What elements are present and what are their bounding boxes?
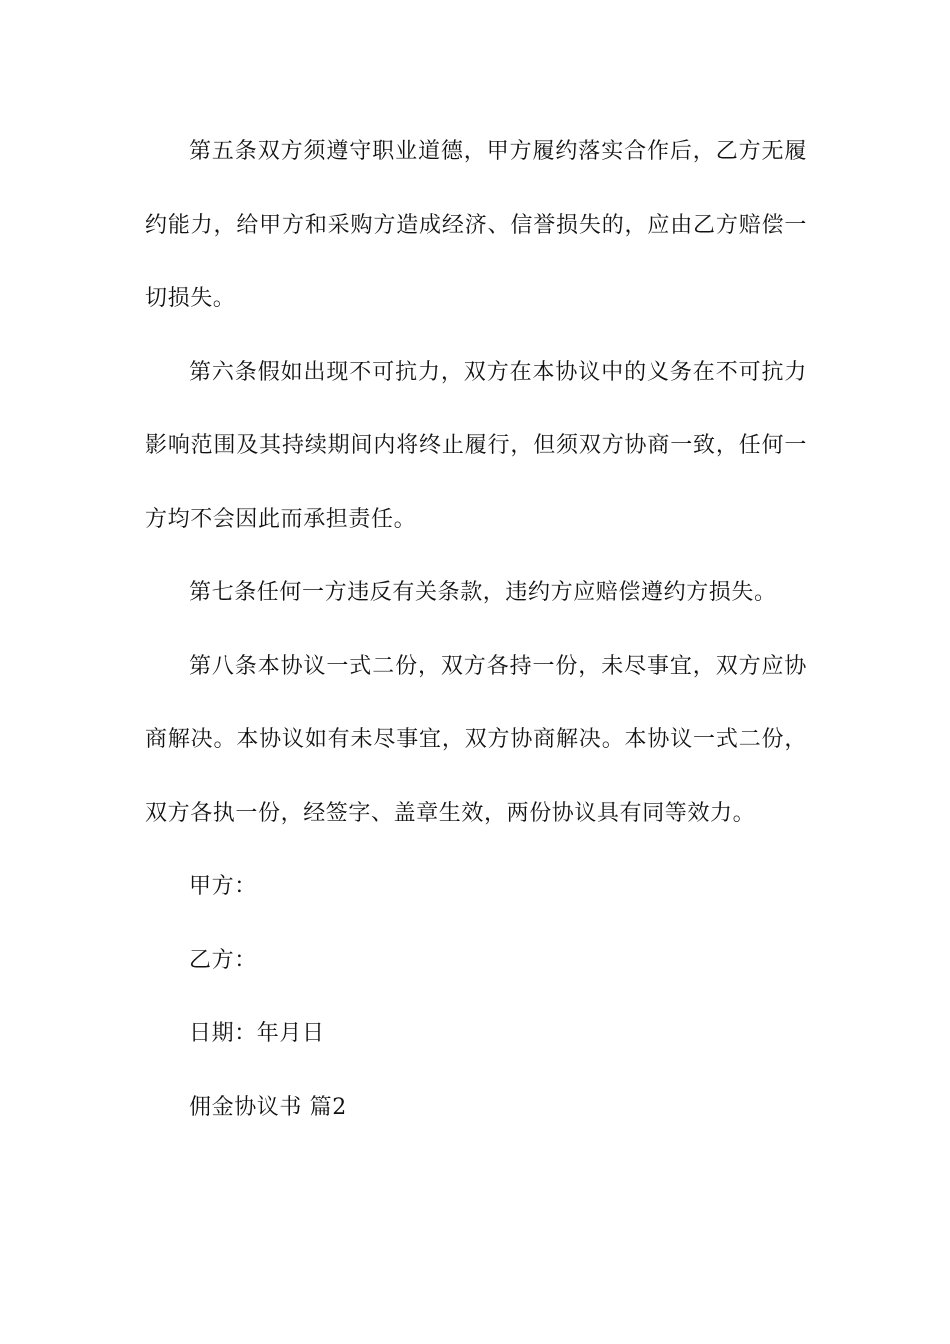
article-5-paragraph (145, 115, 807, 336)
article-6-line-1: 第六条假如出现不可抗力，双方在本协议中的义务在不可抗力 (189, 359, 807, 385)
article-5-line-1: 第五条双方须遵守职业道德，甲方履约落实合作后，乙方无履 (189, 139, 807, 164)
article-7-line-1: 第七条任何一方违反有关条款，违约方应赔偿遵约方损失。 (189, 580, 777, 605)
party-b-label: 乙方： (189, 947, 257, 973)
signature-block (145, 850, 807, 1071)
article-6-line-3: 方均不会因此而承担责任。 (145, 506, 417, 532)
article-7-paragraph (145, 556, 807, 630)
document-body (145, 115, 807, 1144)
article-8-line-2: 商解决。本协议如有未尽事宜，双方协商解决。本协议一式二份， (145, 727, 807, 752)
next-section-title: 佣金协议书 篇2 (189, 1094, 347, 1120)
article-5-line-2: 约能力，给甲方和采购方造成经济、信誉损失的，应由乙方赔偿一 (145, 212, 807, 238)
article-6-paragraph (145, 336, 807, 557)
party-a-label: 甲方： (189, 874, 257, 899)
article-5-line-3: 切损失。 (145, 286, 236, 311)
date-label: 日期：年月日 (189, 1021, 325, 1046)
article-8-line-1: 第八条本协议一式二份，双方各持一份，未尽事宜，双方应协 (189, 653, 807, 679)
article-8-line-3: 双方各执一份，经签字、盖章生效，两份协议具有同等效力。 (145, 800, 756, 826)
article-6-line-2: 影响范围及其持续期间内将终止履行，但须双方协商一致，任何一 (145, 433, 807, 458)
article-8-paragraph (145, 630, 807, 851)
